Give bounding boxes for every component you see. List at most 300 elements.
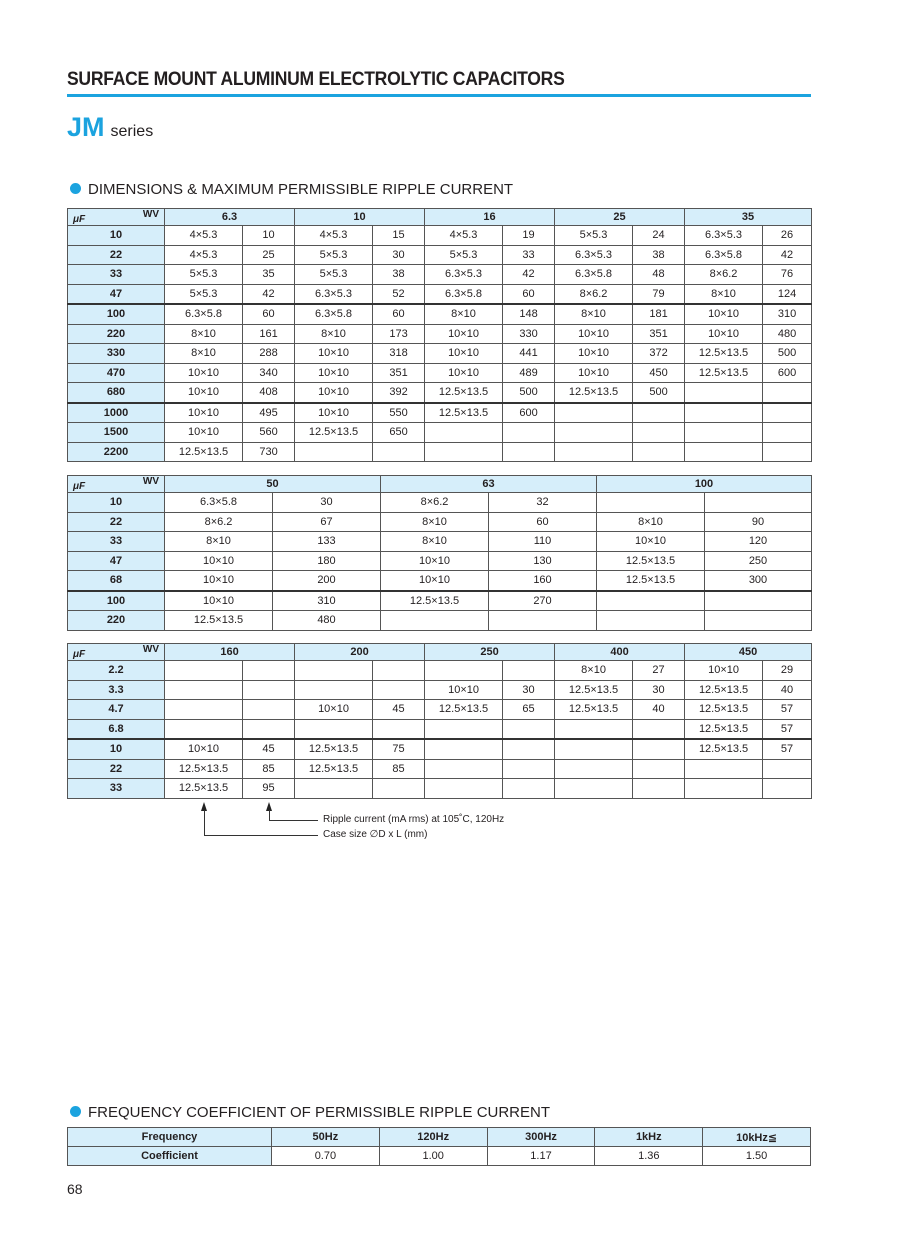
ripple-current-cell: 318 xyxy=(373,344,425,364)
table-row xyxy=(68,719,812,739)
case-size-cell: 10×10 xyxy=(425,344,503,364)
ripple-current-cell xyxy=(763,759,812,779)
case-size-cell: 10×10 xyxy=(295,363,373,383)
table-row xyxy=(68,304,812,324)
case-size-cell xyxy=(295,779,373,799)
capacitance-cell: 2.2 xyxy=(68,661,165,681)
dimensions-table-high-voltage xyxy=(67,643,812,799)
ripple-current-cell: 250 xyxy=(705,551,812,571)
header-corner xyxy=(68,209,165,226)
case-size-cell: 10×10 xyxy=(165,383,243,403)
table-row xyxy=(68,571,812,591)
case-size-cell: 10×10 xyxy=(295,700,373,720)
case-size-cell: 8×6.2 xyxy=(165,512,273,532)
case-size-cell: 6.3×5.8 xyxy=(165,493,273,513)
table-row xyxy=(68,779,812,799)
case-size-cell: 12.5×13.5 xyxy=(555,383,633,403)
case-size-cell xyxy=(295,719,373,739)
ripple-current-cell: 650 xyxy=(373,423,425,443)
case-size-cell: 8×10 xyxy=(381,512,489,532)
capacitance-cell: 22 xyxy=(68,245,165,265)
case-size-cell xyxy=(597,493,705,513)
case-size-cell: 12.5×13.5 xyxy=(381,591,489,611)
ripple-current-cell: 600 xyxy=(503,403,555,423)
case-size-cell: 8×10 xyxy=(555,661,633,681)
case-size-cell xyxy=(685,383,763,403)
case-size-cell: 8×10 xyxy=(381,532,489,552)
capacitance-cell: 33 xyxy=(68,779,165,799)
table-row xyxy=(68,423,812,443)
coefficient-cell: 1.00 xyxy=(379,1147,487,1166)
capacitance-cell: 47 xyxy=(68,284,165,304)
ripple-current-cell: 300 xyxy=(705,571,812,591)
ripple-current-cell: 441 xyxy=(503,344,555,364)
case-size-cell: 12.5×13.5 xyxy=(685,739,763,759)
case-size-cell xyxy=(685,403,763,423)
uf-label: μF xyxy=(73,214,86,225)
frequency-cell: 300Hz xyxy=(487,1128,595,1147)
case-size-cell: 6.3×5.3 xyxy=(425,265,503,285)
ripple-current-cell xyxy=(503,661,555,681)
case-size-cell xyxy=(425,442,503,462)
coefficient-cell: 1.17 xyxy=(487,1147,595,1166)
case-size-cell: 10×10 xyxy=(165,363,243,383)
capacitance-cell: 1500 xyxy=(68,423,165,443)
table-row xyxy=(68,512,812,532)
ripple-current-cell: 40 xyxy=(763,680,812,700)
table-row xyxy=(68,403,812,423)
ripple-current-cell xyxy=(373,661,425,681)
case-size-cell: 10×10 xyxy=(685,324,763,344)
table-row xyxy=(68,611,812,631)
case-size-cell: 5×5.3 xyxy=(555,226,633,246)
capacitance-cell: 220 xyxy=(68,611,165,631)
capacitance-cell: 2200 xyxy=(68,442,165,462)
capacitance-cell: 1000 xyxy=(68,403,165,423)
case-size-cell: 4×5.3 xyxy=(425,226,503,246)
ripple-current-cell: 60 xyxy=(503,284,555,304)
ripple-current-cell xyxy=(633,759,685,779)
ripple-current-cell: 500 xyxy=(503,383,555,403)
case-size-cell: 4×5.3 xyxy=(295,226,373,246)
voltage-header: 16 xyxy=(425,209,555,226)
case-size-cell xyxy=(425,779,503,799)
case-size-cell xyxy=(165,719,243,739)
ripple-current-cell: 57 xyxy=(763,719,812,739)
dimensions-table-mid-voltage xyxy=(67,475,812,631)
ripple-current-cell: 67 xyxy=(273,512,381,532)
ripple-current-cell: 65 xyxy=(503,700,555,720)
uf-label: μF xyxy=(73,649,86,660)
ripple-current-cell: 52 xyxy=(373,284,425,304)
case-size-cell xyxy=(295,442,373,462)
ripple-current-cell: 15 xyxy=(373,226,425,246)
capacitance-cell: 68 xyxy=(68,571,165,591)
ripple-current-cell: 26 xyxy=(763,226,812,246)
ripple-current-cell: 351 xyxy=(373,363,425,383)
capacitance-cell: 10 xyxy=(68,226,165,246)
case-size-cell: 10×10 xyxy=(165,551,273,571)
table-row xyxy=(68,551,812,571)
capacitance-cell: 6.8 xyxy=(68,719,165,739)
ripple-current-cell xyxy=(763,423,812,443)
ripple-current-cell: 19 xyxy=(503,226,555,246)
ripple-current-cell: 330 xyxy=(503,324,555,344)
coefficient-cell: 1.50 xyxy=(703,1147,811,1166)
case-size-cell: 4×5.3 xyxy=(165,245,243,265)
ripple-current-cell xyxy=(633,403,685,423)
capacitance-cell: 47 xyxy=(68,551,165,571)
ripple-current-cell xyxy=(763,442,812,462)
case-size-cell: 8×10 xyxy=(165,532,273,552)
ripple-current-cell: 351 xyxy=(633,324,685,344)
ripple-current-cell: 85 xyxy=(373,759,425,779)
voltage-header: 250 xyxy=(425,644,555,661)
ripple-current-cell: 79 xyxy=(633,284,685,304)
ripple-current-cell xyxy=(373,779,425,799)
case-size-cell: 6.3×5.3 xyxy=(295,284,373,304)
case-size-cell: 10×10 xyxy=(381,571,489,591)
case-size-cell: 5×5.3 xyxy=(165,265,243,285)
case-size-cell xyxy=(685,759,763,779)
ripple-current-cell xyxy=(633,442,685,462)
coefficient-row xyxy=(68,1147,811,1166)
ripple-current-cell: 288 xyxy=(243,344,295,364)
ripple-current-cell xyxy=(373,719,425,739)
ripple-current-cell: 124 xyxy=(763,284,812,304)
ripple-current-cell: 200 xyxy=(273,571,381,591)
ripple-current-cell: 85 xyxy=(243,759,295,779)
ripple-current-cell xyxy=(243,680,295,700)
ripple-current-cell: 480 xyxy=(273,611,381,631)
voltage-header: 35 xyxy=(685,209,812,226)
case-size-cell: 10×10 xyxy=(597,532,705,552)
case-size-cell xyxy=(425,661,503,681)
case-size-cell: 10×10 xyxy=(555,344,633,364)
case-size-cell: 10×10 xyxy=(295,344,373,364)
case-size-cell: 10×10 xyxy=(165,423,243,443)
voltage-header: 160 xyxy=(165,644,295,661)
legend-leader-case xyxy=(204,810,205,836)
coefficient-cell: 0.70 xyxy=(272,1147,380,1166)
case-size-cell xyxy=(381,611,489,631)
case-size-cell xyxy=(555,719,633,739)
ripple-current-cell xyxy=(503,423,555,443)
case-size-cell: 6.3×5.3 xyxy=(555,245,633,265)
case-size-cell: 12.5×13.5 xyxy=(555,680,633,700)
ripple-current-cell: 180 xyxy=(273,551,381,571)
ripple-current-cell: 95 xyxy=(243,779,295,799)
ripple-current-cell xyxy=(705,493,812,513)
ripple-current-cell xyxy=(489,611,597,631)
ripple-current-cell xyxy=(705,591,812,611)
case-size-cell: 8×6.2 xyxy=(381,493,489,513)
case-size-cell: 10×10 xyxy=(165,591,273,611)
ripple-current-cell xyxy=(763,383,812,403)
case-size-cell xyxy=(165,661,243,681)
capacitance-cell: 33 xyxy=(68,532,165,552)
case-size-cell: 5×5.3 xyxy=(425,245,503,265)
ripple-current-cell xyxy=(243,661,295,681)
case-size-cell xyxy=(685,423,763,443)
case-size-cell: 8×10 xyxy=(165,344,243,364)
case-size-cell: 8×10 xyxy=(425,304,503,324)
case-size-cell xyxy=(425,739,503,759)
ripple-current-cell: 310 xyxy=(763,304,812,324)
ripple-current-cell xyxy=(503,779,555,799)
case-size-cell: 12.5×13.5 xyxy=(165,779,243,799)
ripple-current-cell: 60 xyxy=(373,304,425,324)
case-size-cell: 12.5×13.5 xyxy=(685,680,763,700)
case-size-cell xyxy=(165,700,243,720)
ripple-current-cell: 133 xyxy=(273,532,381,552)
ripple-current-cell xyxy=(633,739,685,759)
ripple-current-cell: 10 xyxy=(243,226,295,246)
ripple-current-cell: 57 xyxy=(763,700,812,720)
case-size-cell xyxy=(555,779,633,799)
ripple-current-cell xyxy=(243,700,295,720)
case-size-cell: 12.5×13.5 xyxy=(165,611,273,631)
voltage-header-row xyxy=(68,209,812,226)
case-size-cell: 10×10 xyxy=(295,383,373,403)
coefficient-cell: 1.36 xyxy=(595,1147,703,1166)
ripple-current-cell: 25 xyxy=(243,245,295,265)
table-row xyxy=(68,284,812,304)
ripple-current-cell: 33 xyxy=(503,245,555,265)
ripple-current-cell xyxy=(373,442,425,462)
capacitance-cell: 100 xyxy=(68,591,165,611)
ripple-current-cell xyxy=(503,442,555,462)
voltage-header: 100 xyxy=(597,476,812,493)
ripple-current-cell: 450 xyxy=(633,363,685,383)
case-size-cell: 12.5×13.5 xyxy=(165,759,243,779)
ripple-current-cell: 495 xyxy=(243,403,295,423)
capacitance-cell: 220 xyxy=(68,324,165,344)
case-size-cell: 6.3×5.3 xyxy=(685,226,763,246)
ripple-current-cell: 560 xyxy=(243,423,295,443)
frequency-cell: 50Hz xyxy=(272,1128,380,1147)
wv-label: WV xyxy=(142,644,159,655)
capacitance-cell: 10 xyxy=(68,493,165,513)
case-size-cell: 12.5×13.5 xyxy=(685,363,763,383)
ripple-current-cell: 181 xyxy=(633,304,685,324)
ripple-current-cell: 27 xyxy=(633,661,685,681)
case-size-cell xyxy=(425,423,503,443)
ripple-current-cell: 45 xyxy=(373,700,425,720)
voltage-header: 6.3 xyxy=(165,209,295,226)
case-size-cell xyxy=(295,661,373,681)
case-size-cell: 12.5×13.5 xyxy=(295,423,373,443)
case-size-cell: 12.5×13.5 xyxy=(425,700,503,720)
ripple-current-cell: 120 xyxy=(705,532,812,552)
ripple-current-cell xyxy=(503,719,555,739)
case-size-cell: 10×10 xyxy=(685,661,763,681)
case-size-cell: 12.5×13.5 xyxy=(555,700,633,720)
ripple-current-cell: 29 xyxy=(763,661,812,681)
ripple-current-cell: 90 xyxy=(705,512,812,532)
bullet-icon xyxy=(70,1106,81,1117)
frequency-cell: 10kHz≦ xyxy=(703,1128,811,1147)
table-row xyxy=(68,265,812,285)
ripple-current-cell: 30 xyxy=(373,245,425,265)
case-size-cell xyxy=(555,759,633,779)
case-size-cell xyxy=(555,423,633,443)
uf-label: μF xyxy=(73,481,86,492)
ripple-current-cell: 42 xyxy=(503,265,555,285)
case-size-cell: 12.5×13.5 xyxy=(597,551,705,571)
table-row xyxy=(68,759,812,779)
ripple-current-cell: 480 xyxy=(763,324,812,344)
capacitance-cell: 3.3 xyxy=(68,680,165,700)
case-size-cell: 8×6.2 xyxy=(555,284,633,304)
case-size-cell: 12.5×13.5 xyxy=(597,571,705,591)
frequency-coefficient-table xyxy=(67,1127,811,1166)
case-size-cell xyxy=(425,759,503,779)
capacitance-cell: 470 xyxy=(68,363,165,383)
case-size-cell: 10×10 xyxy=(555,363,633,383)
ripple-current-cell: 30 xyxy=(273,493,381,513)
ripple-current-cell: 600 xyxy=(763,363,812,383)
table-row xyxy=(68,680,812,700)
ripple-current-cell: 32 xyxy=(489,493,597,513)
case-size-cell xyxy=(597,591,705,611)
case-size-cell: 12.5×13.5 xyxy=(295,759,373,779)
case-size-cell: 6.3×5.8 xyxy=(295,304,373,324)
ripple-current-cell xyxy=(503,759,555,779)
ripple-current-cell: 489 xyxy=(503,363,555,383)
capacitance-cell: 10 xyxy=(68,739,165,759)
case-size-cell: 4×5.3 xyxy=(165,226,243,246)
table-row xyxy=(68,739,812,759)
case-size-cell: 8×10 xyxy=(555,304,633,324)
case-size-cell: 10×10 xyxy=(425,680,503,700)
table-row xyxy=(68,324,812,344)
ripple-current-cell: 110 xyxy=(489,532,597,552)
ripple-current-cell xyxy=(503,739,555,759)
frequency-cell: 120Hz xyxy=(379,1128,487,1147)
capacitance-cell: 22 xyxy=(68,759,165,779)
ripple-current-cell: 24 xyxy=(633,226,685,246)
voltage-header: 400 xyxy=(555,644,685,661)
ripple-current-cell: 173 xyxy=(373,324,425,344)
capacitance-cell: 330 xyxy=(68,344,165,364)
ripple-current-cell: 270 xyxy=(489,591,597,611)
ripple-current-cell: 30 xyxy=(503,680,555,700)
case-size-cell xyxy=(295,680,373,700)
ripple-current-cell xyxy=(633,423,685,443)
ripple-current-cell: 392 xyxy=(373,383,425,403)
voltage-header: 450 xyxy=(685,644,812,661)
header-corner xyxy=(68,476,165,493)
page-title: SURFACE MOUNT ALUMINUM ELECTROLYTIC CAPACITORS xyxy=(67,68,811,97)
case-size-cell: 10×10 xyxy=(555,324,633,344)
case-size-cell: 10×10 xyxy=(165,571,273,591)
table-row xyxy=(68,493,812,513)
case-size-cell: 10×10 xyxy=(165,403,243,423)
ripple-current-cell: 550 xyxy=(373,403,425,423)
legend-ripple: Ripple current (mA rms) at 105˚C, 120Hz xyxy=(323,814,505,825)
ripple-current-cell: 40 xyxy=(633,700,685,720)
bullet-icon xyxy=(70,183,81,194)
case-size-cell: 10×10 xyxy=(425,324,503,344)
wv-label: WV xyxy=(142,476,159,487)
case-size-cell: 8×10 xyxy=(165,324,243,344)
case-size-cell: 8×10 xyxy=(597,512,705,532)
table-row xyxy=(68,363,812,383)
section-heading-frequency: FREQUENCY COEFFICIENT OF PERMISSIBLE RIPPLE CURRENT xyxy=(70,1104,550,1121)
ripple-current-cell: 38 xyxy=(373,265,425,285)
ripple-current-cell: 30 xyxy=(633,680,685,700)
legend-leader-case-h xyxy=(204,835,318,836)
voltage-header: 10 xyxy=(295,209,425,226)
case-size-cell: 12.5×13.5 xyxy=(685,719,763,739)
case-size-cell: 12.5×13.5 xyxy=(685,344,763,364)
case-size-cell: 10×10 xyxy=(425,363,503,383)
table-row xyxy=(68,591,812,611)
table-row xyxy=(68,344,812,364)
ripple-current-cell: 408 xyxy=(243,383,295,403)
case-size-cell: 12.5×13.5 xyxy=(425,403,503,423)
ripple-current-cell: 48 xyxy=(633,265,685,285)
case-size-cell: 5×5.3 xyxy=(295,265,373,285)
ripple-current-cell: 130 xyxy=(489,551,597,571)
case-size-cell: 6.3×5.8 xyxy=(425,284,503,304)
series-word: series xyxy=(110,123,154,140)
ripple-current-cell: 730 xyxy=(243,442,295,462)
frequency-label: Frequency xyxy=(68,1128,272,1147)
legend-leader-ripple-h xyxy=(269,820,318,821)
case-size-cell xyxy=(555,739,633,759)
ripple-current-cell: 161 xyxy=(243,324,295,344)
ripple-current-cell: 60 xyxy=(489,512,597,532)
capacitance-cell: 4.7 xyxy=(68,700,165,720)
page-number: 68 xyxy=(67,1181,83,1197)
ripple-current-cell xyxy=(763,779,812,799)
voltage-header: 63 xyxy=(381,476,597,493)
dimensions-table-low-voltage xyxy=(67,208,812,462)
ripple-current-cell: 42 xyxy=(763,245,812,265)
frequency-cell: 1kHz xyxy=(595,1128,703,1147)
case-size-cell: 8×10 xyxy=(295,324,373,344)
coefficient-label: Coefficient xyxy=(68,1147,272,1166)
case-size-cell xyxy=(685,442,763,462)
case-size-cell: 12.5×13.5 xyxy=(165,442,243,462)
ripple-current-cell: 76 xyxy=(763,265,812,285)
ripple-current-cell: 500 xyxy=(633,383,685,403)
wv-label: WV xyxy=(142,209,159,220)
series-code: JM xyxy=(67,112,105,142)
case-size-cell: 6.3×5.8 xyxy=(555,265,633,285)
frequency-row xyxy=(68,1128,811,1147)
voltage-header-row xyxy=(68,476,812,493)
case-size-cell: 5×5.3 xyxy=(295,245,373,265)
table-row xyxy=(68,700,812,720)
case-size-cell: 12.5×13.5 xyxy=(295,739,373,759)
ripple-current-cell: 60 xyxy=(243,304,295,324)
case-size-cell xyxy=(597,611,705,631)
ripple-current-cell: 340 xyxy=(243,363,295,383)
case-size-cell: 10×10 xyxy=(165,739,243,759)
table-row xyxy=(68,442,812,462)
case-size-cell: 6.3×5.8 xyxy=(685,245,763,265)
ripple-current-cell: 38 xyxy=(633,245,685,265)
case-size-cell: 12.5×13.5 xyxy=(425,383,503,403)
case-size-cell xyxy=(425,719,503,739)
ripple-current-cell: 372 xyxy=(633,344,685,364)
case-size-cell xyxy=(555,442,633,462)
ripple-current-cell: 42 xyxy=(243,284,295,304)
case-size-cell xyxy=(685,779,763,799)
